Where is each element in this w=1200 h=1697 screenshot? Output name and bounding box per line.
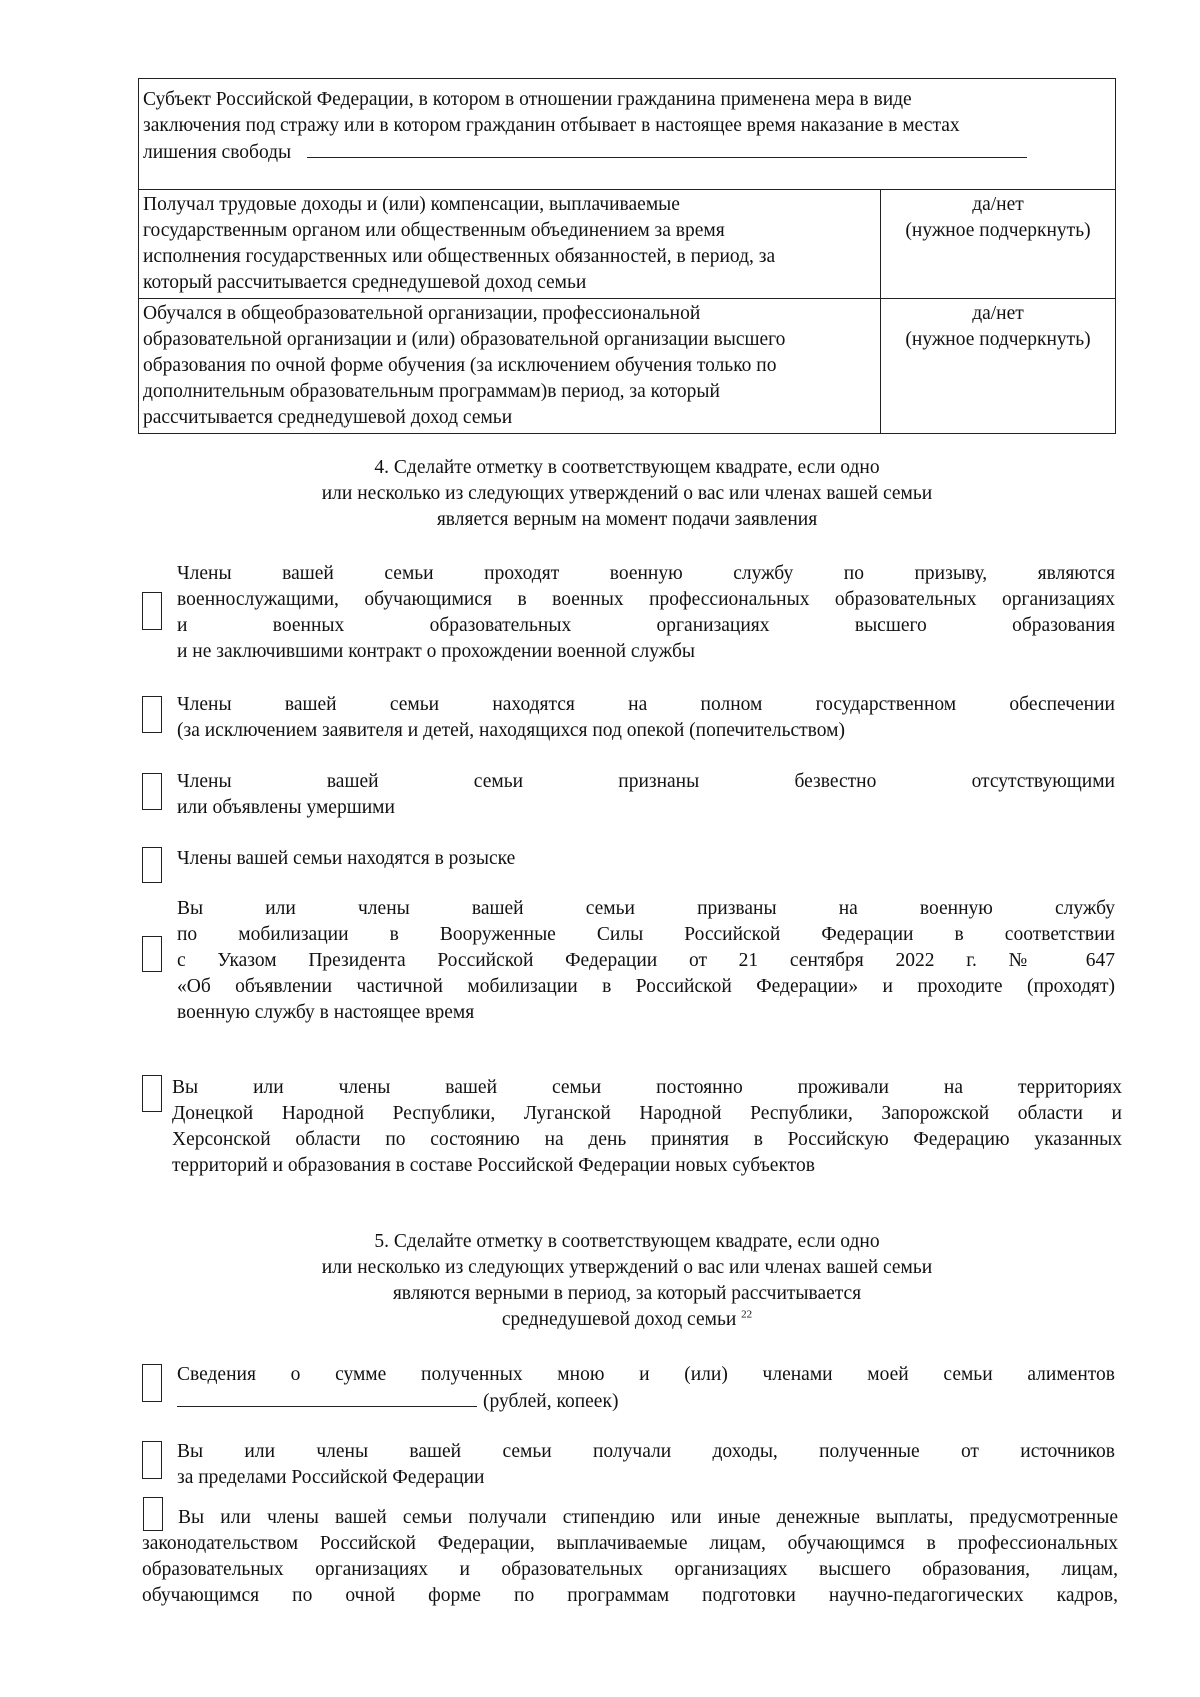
heading-line: 4. Сделайте отметку в соответствующем квадрате, если одно [374,457,880,478]
item-line: законодательством Российской Федерации, выплачиваемые лицам, обучающимся в профессиональных [142,1533,1118,1554]
question-line: дополнительным образовательным программам)в период, за который [143,381,720,402]
education-answer [881,299,1115,433]
item-line: военную службу в настоящее время [177,1002,475,1023]
item-line: по мобилизации в Вооруженные Силы Российской Федерации в соответствии [177,924,1115,945]
item-line: Херсонской области по состоянию на день принятия в Российскую Федерацию указанных [172,1129,1122,1150]
heading-line: являются верными в период, за который рассчитывается [392,1283,862,1304]
item-text [177,896,1115,1026]
item-line: (за исключением заявителя и детей, находящихся под опекой (попечительством) [177,720,845,741]
heading-line [138,1307,1116,1333]
region-blank-field[interactable] [307,139,1027,158]
heading-line: является верным на момент подачи заявления [436,509,818,530]
checkbox[interactable] [142,1075,162,1112]
labor-income-question [139,190,881,298]
item-line: Вы или члены вашей семьи получали стипендию или иные денежные выплаты, предусмотренные [178,1507,1118,1528]
item-line: Члены вашей семьи находятся на полном государственном обеспечении [177,694,1115,715]
item-line: и не заключившими контракт о прохождении военной службы [177,641,696,662]
section-4-heading [138,455,1116,533]
item-text [142,1505,1118,1609]
alimony-unit: (рублей, копеек) [483,1391,619,1412]
underline-hint: (нужное подчеркнуть) [905,220,1091,241]
labor-income-answer [881,190,1115,298]
item-line: обучающимся по очной форме по программам подготовки научно-педагогических кадров, [142,1585,1118,1606]
item-line: и военных образовательных организациях высшего образования [177,615,1115,636]
item-line: «Об объявлении частичной мобилизации в Российской Федерации» и проходите (проходят) [177,976,1115,997]
question-line: образовательной организации и (или) образовательной организации высшего [143,329,786,350]
footnote-marker: 22 [741,1308,753,1321]
item-text [172,1075,1122,1179]
region-text-line: лишения свободы [143,142,292,163]
heading-line: или несколько из следующих утверждений о вас или членах вашей семьи [321,1257,933,1278]
item-text [177,692,1115,744]
item-line: образовательных организациях и образовательных организациях высшего образования, лицам, [142,1559,1118,1580]
question-line: образования по очной форме обучения (за исключением обучения только по [143,355,777,376]
table-row-region [139,79,1115,189]
checkbox[interactable] [142,936,162,972]
question-line: исполнения государственных или общественных обязанностей, в период, за [143,246,776,267]
checkbox[interactable] [142,1441,162,1479]
checkbox[interactable] [142,773,162,810]
checkbox[interactable] [142,1364,162,1402]
item-line: территорий и образования в составе Российской Федерации новых субъектов [172,1155,815,1176]
region-cell [139,79,1115,189]
item-line: Сведения о сумме полученных мною и (или) членами моей семьи алиментов [177,1364,1115,1385]
question-line: Получал трудовые доходы и (или) компенсации, выплачиваемые [143,194,680,215]
underline-hint: (нужное подчеркнуть) [905,329,1091,350]
item-line [177,1388,1115,1414]
item-text [177,561,1115,665]
item-line: Члены вашей семьи признаны безвестно отсутствующими [177,771,1115,792]
item-line: военнослужащими, обучающимися в военных профессиональных образовательных организациях [177,589,1115,610]
info-table [138,78,1116,434]
region-text-line: заключения под стражу или в котором гражданин отбывает в настоящее время наказание в местах [143,115,960,136]
table-row-education [139,298,1115,433]
question-line: рассчитывается среднедушевой доход семьи [143,407,513,428]
table-row-labor-income [139,189,1115,298]
checkbox[interactable] [142,592,162,630]
yes-no-option[interactable]: да/нет [972,303,1024,324]
question-line: Обучался в общеобразовательной организации, профессиональной [143,303,701,324]
item-line: или объявлены умершими [177,797,395,818]
item-line: за пределами Российской Федерации [177,1467,485,1488]
item-line: Вы или члены вашей семьи получали доходы, полученные от источников [177,1441,1115,1462]
education-question [139,299,881,433]
question-line: который рассчитывается среднедушевой доход семьи [143,272,587,293]
item-line: Члены вашей семьи находятся в розыске [177,848,516,869]
section-5-heading [138,1229,1116,1333]
region-text-line: Субъект Российской Федерации, в котором в отношении гражданина применена мера в виде [143,89,912,110]
item-text [177,769,1115,821]
item-line: Вы или члены вашей семьи постоянно проживали на территориях [172,1077,1122,1098]
item-line: Вы или члены вашей семьи призваны на военную службу [177,898,1115,919]
heading-line: или несколько из следующих утверждений о вас или членах вашей семьи [321,483,933,504]
item-line: Донецкой Народной Республики, Луганской Народной Республики, Запорожской области и [172,1103,1122,1124]
heading-line: 5. Сделайте отметку в соответствующем квадрате, если одно [374,1231,880,1252]
yes-no-option[interactable]: да/нет [972,194,1024,215]
item-text [177,846,1115,872]
checkbox[interactable] [142,696,162,733]
alimony-amount-field[interactable] [177,1388,477,1407]
item-line: с Указом Президента Российской Федерации от 21 сентября 2022 г. № 647 [177,950,1115,971]
question-line: государственным органом или общественным объединением за время [143,220,725,241]
checkbox[interactable] [142,847,162,883]
heading-line-text: среднедушевой доход семьи [501,1309,737,1330]
item-text [177,1362,1115,1414]
item-line: Члены вашей семьи проходят военную службу по призыву, являются [177,563,1115,584]
item-text [177,1439,1115,1491]
